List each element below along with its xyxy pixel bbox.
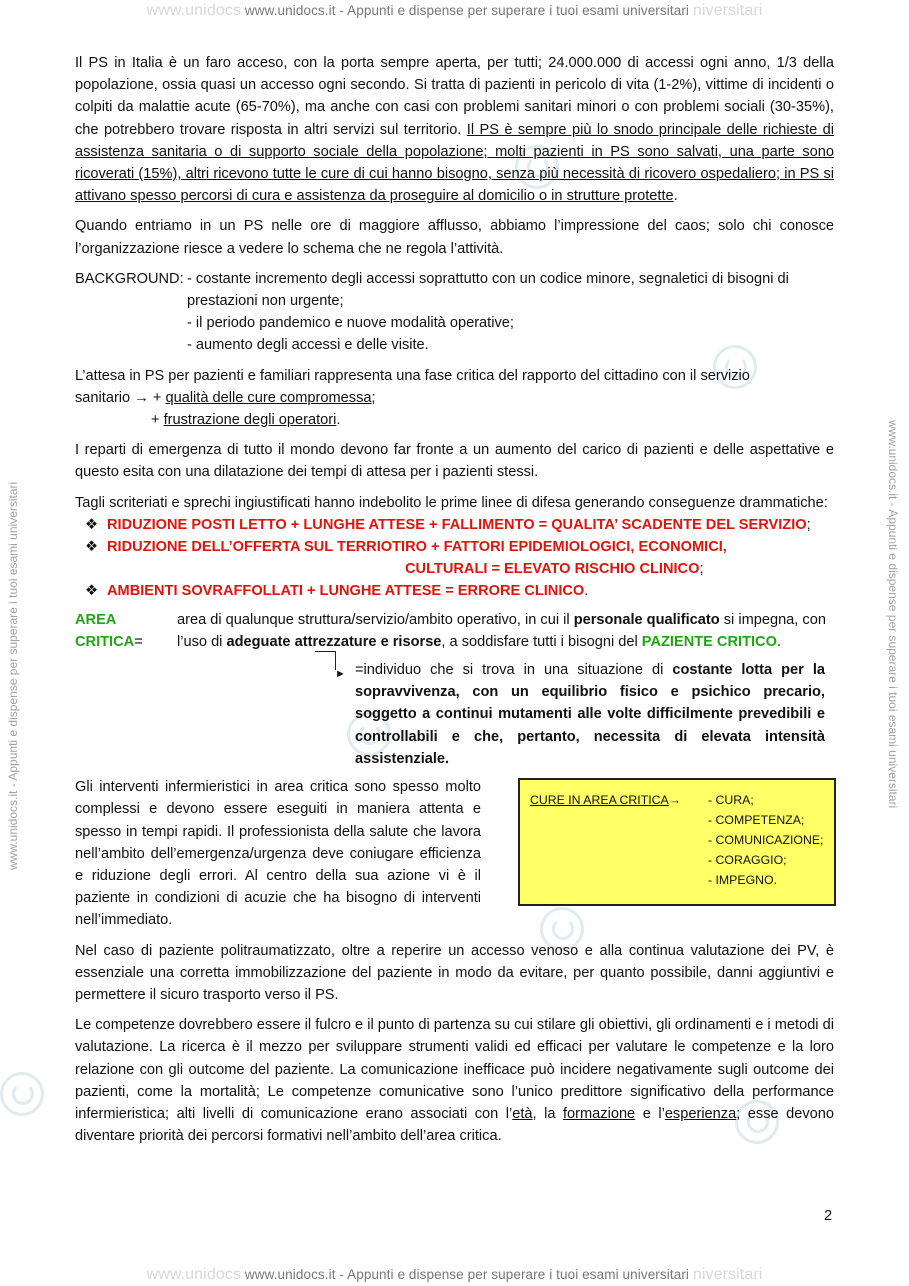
area-critica-text (177, 609, 829, 653)
box-title (530, 790, 708, 810)
background-list (187, 268, 789, 357)
area-critica-term: AREA CRITICA (75, 611, 135, 650)
watermark-side-left-text: www.unidocs.it - Appunti e dispense per superare i tuoi esami universitari (6, 481, 20, 870)
p8-text: ; esse devono diventare priorità dei percorsi formativi nell’ambito dell’area critica. (75, 1105, 834, 1145)
box-spacer (530, 810, 708, 830)
box-row (530, 870, 834, 890)
arrow-right-icon: → (134, 389, 149, 406)
area-critica-eq: = (134, 633, 143, 650)
diamond-bullet-icon: ❖ (85, 583, 99, 600)
bullet-text: CULTURALI = ELEVATO RISCHIO CLINICO (405, 561, 700, 578)
ac-part: personale qualificato (573, 611, 720, 628)
box-row (530, 850, 834, 870)
paragraph-politraumatizzato: Nel caso di paziente politraumatizzato, oltre a reperire un accesso venoso e alla continua valutazione dei PV, è essenziale una corretta immobilizzazione del paziente in modo da evitare, per quanto possibile, danni aggiuntivi e permettere il sicuro trasporto verso il PS. (75, 942, 834, 1003)
area-critica-definition (75, 609, 834, 653)
watermark-side-left (6, 230, 26, 1130)
bullet-text: RIDUZIONE DELL’OFFERTA SUL TERRIOTIRO + FATTORI EPIDEMIOLOGICI, ECONOMICI, (107, 539, 727, 556)
para1-underlined: Il PS è sempre più lo snodo principale delle richieste di assistenza sanitaria o di supporto sociale della popolazione; molti pazienti in PS sono salvati, una parte sono ricoverati (15%), altri ricevono tutte le cure di cui hanno bisogno, senza più necessità di ricovero ospedaliero; in PS si attivano spesso percorsi di cura e assistenza da proseguire al domicilio o in strutture protette (75, 121, 835, 205)
p8-text: , la (532, 1105, 563, 1122)
p8-text: Le competenze dovrebbero essere il fulcro e il punto di partenza su cui stilare gli obiettivi, gli ordinamenti e i metodi di valutazione. La ricerca è il mezzo per sviluppare strumenti validi ed efficaci per valutare le competenze e la loro relazione con gli outcome del paziente. La comunicazione inefficace può incidere negativamente sugli outcome dei pazienti, come la mortalità; Le competenze comunicative sono l’unico predittore significativo della performance infermieristica; alti livelli di comunicazione erano associati con l’ (75, 1017, 834, 1122)
watermark-bottom (0, 1266, 909, 1284)
watermark-faint-right: niversitari (692, 2, 763, 19)
bullet-punct: ; (806, 516, 811, 533)
box-row (530, 830, 834, 850)
paragraph-reparti: I reparti di emergenza di tutto il mondo devono far fronte a un aumento del carico di pazienti e delle aspettative e questo esita con una dilatazione dei tempi di attesa per i pazienti stessi. (75, 442, 834, 481)
box-item: - IMPEGNO. (708, 873, 778, 888)
list-item-continued (85, 558, 834, 580)
paragraph-ps-italia (75, 52, 834, 207)
ac-part: adeguate attrezzature e risorse (226, 633, 442, 650)
paziente-critico-definition (335, 659, 825, 770)
p8-underlined: formazione (562, 1105, 636, 1122)
attesa-item: qualità delle cure compromessa (165, 389, 372, 406)
attesa-item: frustrazione degli operatori (163, 412, 337, 429)
background-item: - costante incremento degli accessi soprattutto con un codice minore, segnaletici di bisogni di (187, 270, 789, 287)
box-item: - CURA; (708, 793, 754, 808)
attesa-prefix: sanitario (75, 389, 131, 406)
attesa-line3 (75, 409, 834, 431)
list-item (85, 536, 834, 558)
background-item: - aumento degli accessi e delle visite. (187, 337, 429, 354)
ac-part: , a soddisfare tutti i bisogni del (441, 633, 642, 650)
background-item: - il periodo pandemico e nuove modalità operative; (187, 315, 514, 332)
bullet-punct: ; (699, 561, 704, 578)
paragraph-tagli: Tagli scriteriati e sprechi ingiustificati hanno indebolito le prime linee di difesa generando conseguenze drammatiche: (75, 494, 828, 511)
page-number: 2 (824, 1208, 833, 1224)
attesa-line2 (75, 387, 834, 409)
arrow-right-icon: → (668, 793, 682, 808)
document-body (75, 52, 834, 1155)
watermark-side-right (886, 230, 906, 1130)
watermark-faint-left: www.unidocs (146, 2, 242, 19)
attesa-punct: ; (371, 389, 376, 406)
bullet-punct: . (584, 583, 589, 600)
ac-part: area di qualunque struttura/servizio/ambito operativo, in cui il (177, 611, 574, 628)
watermark-faint-left: www.unidocs (146, 1266, 242, 1283)
p8-underlined: esperienza (664, 1105, 737, 1122)
background-section (75, 268, 834, 357)
box-row (530, 790, 834, 810)
list-item (85, 514, 834, 536)
patient-text: individuo che si trova in una situazione di (363, 662, 673, 679)
list-item (85, 580, 834, 602)
box-row (530, 810, 834, 830)
para1-end: . (673, 188, 678, 205)
paragraph-interventi: Gli interventi infermieristici in area critica sono spesso molto complessi e devono essere eseguiti in maniera attenta e spesso in tempi rapidi. Il professionista della salute che lavora nell’ambito dell’emergenza/urgenza deve coniugare efficienza e riduzione degli errori. Al centro della sua azione vi è il paziente in condizioni di acuzie che ha bisogno di interventi nell’immediato. (75, 779, 481, 929)
paragraph-competenze (75, 1014, 834, 1147)
watermark-top-text: www.unidocs.it - Appunti e dispense per superare i tuoi esami universitari (244, 3, 690, 18)
bullet-text: AMBIENTI SOVRAFFOLLATI + LUNGHE ATTESE = ERRORE CLINICO (107, 583, 585, 600)
paragraph-attesa (75, 365, 834, 432)
area-critica-label (75, 609, 177, 653)
watermark-top (0, 2, 909, 20)
attesa-plus: + (151, 412, 164, 429)
ac-part: . (776, 633, 781, 650)
attesa-plus: + (148, 389, 166, 406)
diamond-bullet-icon: ❖ (85, 516, 99, 533)
watermark-side-right-text: www.unidocs.it - Appunti e dispense per superare i tuoi esami universitari (886, 420, 900, 809)
attesa-punct: . (336, 412, 341, 429)
box-spacer (530, 850, 708, 870)
box-spacer (530, 830, 708, 850)
consequences-list (75, 514, 834, 603)
ac-part: si impegna, con l’uso di (177, 611, 826, 650)
cure-area-critica-box (518, 778, 836, 906)
unidocs-logo-icon (0, 1072, 44, 1116)
watermark-faint-right: niversitari (692, 1266, 763, 1283)
interventions-section (75, 776, 834, 931)
p8-underlined: età (512, 1105, 533, 1122)
attesa-line: L’attesa in PS per pazienti e familiari rappresenta una fase critica del rapporto del cittadino con il servizio (75, 367, 750, 384)
para1-text: Il PS in Italia è un faro acceso, con la porta sempre aperta, per tutti; 24.000.000 di accessi ogni anno, 1/3 della popolazione, ossia quasi un accesso ogni secondo. Si tratta di pazienti in pericolo di vita (1-2%), vittime di incidenti o colpiti da malattie acute (65-70%), ma anche con casi con problemi sanitari minori o con problemi sociali (30-35%), che potrebbero trovare risposta in altri servizi sul territorio. (75, 55, 834, 138)
box-item: - CORAGGIO; (708, 853, 787, 868)
patient-prefix: = (355, 662, 364, 679)
elbow-arrow-line (315, 651, 336, 670)
patient-text-bold: costante lotta per la sopravvivenza, con un equilibrio fisico e psichico precario, soggetto a continui mutamenti alle volte difficilmente prevedibili e controllabili e che, pertanto, necessita di elevata intensità assistenziale. (355, 662, 825, 767)
box-spacer (530, 870, 708, 890)
background-label: BACKGROUND: (75, 270, 184, 287)
box-item: - COMUNICAZIONE; (708, 833, 824, 848)
paragraph-caos: Quando entriamo in un PS nelle ore di maggiore afflusso, abbiamo l’impressione del caos; solo chi conosce l’organizzazione riesce a vedere lo schema che ne regola l’attività. (75, 218, 834, 257)
background-item: prestazioni non urgente; (187, 293, 344, 310)
diamond-bullet-icon: ❖ (85, 539, 99, 556)
bullet-text: RIDUZIONE POSTI LETTO + LUNGHE ATTESE + FALLIMENTO = QUALITA’ SCADENTE DEL SERVIZIO (107, 516, 807, 533)
box-item: - COMPETENZA; (708, 813, 805, 828)
ac-part: PAZIENTE CRITICO (641, 633, 777, 650)
watermark-bottom-text: www.unidocs.it - Appunti e dispense per superare i tuoi esami universitari (244, 1267, 690, 1282)
box-title-text: CURE IN AREA CRITICA (530, 793, 669, 808)
p8-text: e l’ (635, 1105, 665, 1122)
arrow-head-icon: ► (335, 668, 346, 681)
